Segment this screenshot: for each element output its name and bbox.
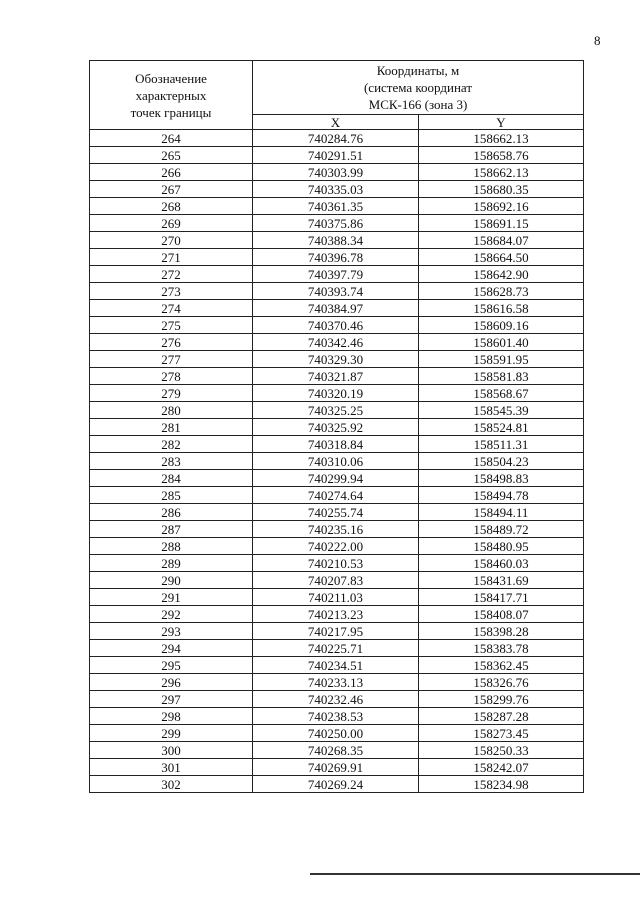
point-number-cell: 274 (90, 300, 253, 317)
x-coordinate-cell: 740235.16 (253, 521, 419, 538)
point-number-cell: 301 (90, 759, 253, 776)
x-coordinate-cell: 740396.78 (253, 249, 419, 266)
table-row (90, 266, 584, 283)
y-coordinate-cell: 158489.72 (419, 521, 584, 538)
point-number-cell: 297 (90, 691, 253, 708)
table-row (90, 147, 584, 164)
y-coordinate-cell: 158616.58 (419, 300, 584, 317)
table-row (90, 776, 584, 793)
header-x: X (253, 115, 419, 130)
table-row (90, 708, 584, 725)
y-coordinate-cell: 158691.15 (419, 215, 584, 232)
table-row (90, 249, 584, 266)
x-coordinate-cell: 740269.91 (253, 759, 419, 776)
x-coordinate-cell: 740291.51 (253, 147, 419, 164)
table-row (90, 317, 584, 334)
point-number-cell: 271 (90, 249, 253, 266)
table-row (90, 623, 584, 640)
point-number-cell: 279 (90, 385, 253, 402)
y-coordinate-cell: 158581.83 (419, 368, 584, 385)
x-coordinate-cell: 740268.35 (253, 742, 419, 759)
table-row (90, 130, 584, 147)
y-coordinate-cell: 158684.07 (419, 232, 584, 249)
table-row (90, 589, 584, 606)
y-coordinate-cell: 158250.33 (419, 742, 584, 759)
x-coordinate-cell: 740225.71 (253, 640, 419, 657)
y-coordinate-cell: 158601.40 (419, 334, 584, 351)
x-coordinate-cell: 740250.00 (253, 725, 419, 742)
header-coordinates-line-1: Координаты, м (376, 63, 460, 78)
y-coordinate-cell: 158494.78 (419, 487, 584, 504)
point-number-cell: 294 (90, 640, 253, 657)
x-coordinate-cell: 740284.76 (253, 130, 419, 147)
point-number-cell: 265 (90, 147, 253, 164)
header-coordinates (253, 61, 584, 115)
table-row (90, 470, 584, 487)
table-row (90, 232, 584, 249)
y-coordinate-cell: 158662.13 (419, 164, 584, 181)
header-point-designation (90, 61, 253, 130)
y-coordinate-cell: 158383.78 (419, 640, 584, 657)
point-number-cell: 295 (90, 657, 253, 674)
x-coordinate-cell: 740342.46 (253, 334, 419, 351)
table-row (90, 521, 584, 538)
x-coordinate-cell: 740370.46 (253, 317, 419, 334)
table-row (90, 351, 584, 368)
point-number-cell: 286 (90, 504, 253, 521)
y-coordinate-cell: 158568.67 (419, 385, 584, 402)
table-header (90, 61, 584, 130)
table-row (90, 640, 584, 657)
x-coordinate-cell: 740384.97 (253, 300, 419, 317)
point-number-cell: 283 (90, 453, 253, 470)
y-coordinate-cell: 158658.76 (419, 147, 584, 164)
y-coordinate-cell: 158545.39 (419, 402, 584, 419)
table-row (90, 164, 584, 181)
table-row (90, 555, 584, 572)
x-coordinate-cell: 740375.86 (253, 215, 419, 232)
point-number-cell: 299 (90, 725, 253, 742)
x-coordinate-cell: 740318.84 (253, 436, 419, 453)
point-number-cell: 284 (90, 470, 253, 487)
point-number-cell: 272 (90, 266, 253, 283)
point-number-cell: 270 (90, 232, 253, 249)
point-number-cell: 268 (90, 198, 253, 215)
x-coordinate-cell: 740388.34 (253, 232, 419, 249)
x-coordinate-cell: 740299.94 (253, 470, 419, 487)
y-coordinate-cell: 158273.45 (419, 725, 584, 742)
y-coordinate-cell: 158460.03 (419, 555, 584, 572)
y-coordinate-cell: 158680.35 (419, 181, 584, 198)
x-coordinate-cell: 740255.74 (253, 504, 419, 521)
y-coordinate-cell: 158242.07 (419, 759, 584, 776)
x-coordinate-cell: 740325.92 (253, 419, 419, 436)
header-designation-line-3: точек границы (130, 104, 212, 120)
table-row (90, 691, 584, 708)
y-coordinate-cell: 158628.73 (419, 283, 584, 300)
y-coordinate-cell: 158504.23 (419, 453, 584, 470)
header-designation-line-2: характерных (135, 87, 207, 103)
y-coordinate-cell: 158417.71 (419, 589, 584, 606)
y-coordinate-cell: 158398.28 (419, 623, 584, 640)
x-coordinate-cell: 740361.35 (253, 198, 419, 215)
point-number-cell: 281 (90, 419, 253, 436)
x-coordinate-cell: 740217.95 (253, 623, 419, 640)
point-number-cell: 267 (90, 181, 253, 198)
x-coordinate-cell: 740222.00 (253, 538, 419, 555)
table-row (90, 300, 584, 317)
table-row (90, 334, 584, 351)
y-coordinate-cell: 158362.45 (419, 657, 584, 674)
y-coordinate-cell: 158498.83 (419, 470, 584, 487)
table-row (90, 402, 584, 419)
y-coordinate-cell: 158234.98 (419, 776, 584, 793)
x-coordinate-cell: 740234.51 (253, 657, 419, 674)
x-coordinate-cell: 740329.30 (253, 351, 419, 368)
point-number-cell: 289 (90, 555, 253, 572)
y-coordinate-cell: 158287.28 (419, 708, 584, 725)
x-coordinate-cell: 740207.83 (253, 572, 419, 589)
x-coordinate-cell: 740232.46 (253, 691, 419, 708)
point-number-cell: 291 (90, 589, 253, 606)
y-coordinate-cell: 158326.76 (419, 674, 584, 691)
x-coordinate-cell: 740320.19 (253, 385, 419, 402)
page-number: 8 (594, 33, 601, 48)
x-coordinate-cell: 740335.03 (253, 181, 419, 198)
y-coordinate-cell: 158664.50 (419, 249, 584, 266)
x-coordinate-cell: 740321.87 (253, 368, 419, 385)
table-row (90, 657, 584, 674)
header-designation-line-1: Обозначение (135, 70, 207, 86)
point-number-cell: 280 (90, 402, 253, 419)
point-number-cell: 264 (90, 130, 253, 147)
point-number-cell: 302 (90, 776, 253, 793)
table-row (90, 283, 584, 300)
point-number-cell: 296 (90, 674, 253, 691)
x-coordinate-cell: 740393.74 (253, 283, 419, 300)
x-coordinate-cell: 740303.99 (253, 164, 419, 181)
point-number-cell: 273 (90, 283, 253, 300)
table-row (90, 606, 584, 623)
table-row (90, 453, 584, 470)
y-coordinate-cell: 158642.90 (419, 266, 584, 283)
table-row (90, 504, 584, 521)
table-row (90, 538, 584, 555)
header-coordinates-line-3: МСК-166 (зона 3) (368, 97, 468, 112)
boundary-points-table (89, 60, 584, 793)
y-coordinate-cell: 158408.07 (419, 606, 584, 623)
table-row (90, 436, 584, 453)
point-number-cell: 275 (90, 317, 253, 334)
table-row (90, 181, 584, 198)
y-coordinate-cell: 158524.81 (419, 419, 584, 436)
y-coordinate-cell: 158299.76 (419, 691, 584, 708)
x-coordinate-cell: 740238.53 (253, 708, 419, 725)
y-coordinate-cell: 158431.69 (419, 572, 584, 589)
table-body (90, 130, 584, 793)
point-number-cell: 269 (90, 215, 253, 232)
point-number-cell: 282 (90, 436, 253, 453)
table-row (90, 419, 584, 436)
table-row (90, 742, 584, 759)
x-coordinate-cell: 740397.79 (253, 266, 419, 283)
point-number-cell: 298 (90, 708, 253, 725)
point-number-cell: 285 (90, 487, 253, 504)
table-row (90, 385, 584, 402)
y-coordinate-cell: 158692.16 (419, 198, 584, 215)
footer-rule (310, 873, 640, 875)
point-number-cell: 287 (90, 521, 253, 538)
point-number-cell: 293 (90, 623, 253, 640)
point-number-cell: 278 (90, 368, 253, 385)
table-row (90, 487, 584, 504)
table-row (90, 759, 584, 776)
x-coordinate-cell: 740269.24 (253, 776, 419, 793)
point-number-cell: 292 (90, 606, 253, 623)
point-number-cell: 277 (90, 351, 253, 368)
x-coordinate-cell: 740211.03 (253, 589, 419, 606)
y-coordinate-cell: 158609.16 (419, 317, 584, 334)
point-number-cell: 290 (90, 572, 253, 589)
point-number-cell: 276 (90, 334, 253, 351)
point-number-cell: 288 (90, 538, 253, 555)
x-coordinate-cell: 740274.64 (253, 487, 419, 504)
x-coordinate-cell: 740213.23 (253, 606, 419, 623)
table-row (90, 215, 584, 232)
y-coordinate-cell: 158591.95 (419, 351, 584, 368)
y-coordinate-cell: 158480.95 (419, 538, 584, 555)
header-coordinates-line-2: (система координат (363, 80, 473, 95)
table-row (90, 198, 584, 215)
table-row (90, 725, 584, 742)
x-coordinate-cell: 740325.25 (253, 402, 419, 419)
y-coordinate-cell: 158511.31 (419, 436, 584, 453)
x-coordinate-cell: 740310.06 (253, 453, 419, 470)
table-row (90, 674, 584, 691)
point-number-cell: 266 (90, 164, 253, 181)
y-coordinate-cell: 158494.11 (419, 504, 584, 521)
header-y: Y (419, 115, 584, 130)
table-row (90, 572, 584, 589)
table-row (90, 368, 584, 385)
y-coordinate-cell: 158662.13 (419, 130, 584, 147)
x-coordinate-cell: 740233.13 (253, 674, 419, 691)
point-number-cell: 300 (90, 742, 253, 759)
x-coordinate-cell: 740210.53 (253, 555, 419, 572)
